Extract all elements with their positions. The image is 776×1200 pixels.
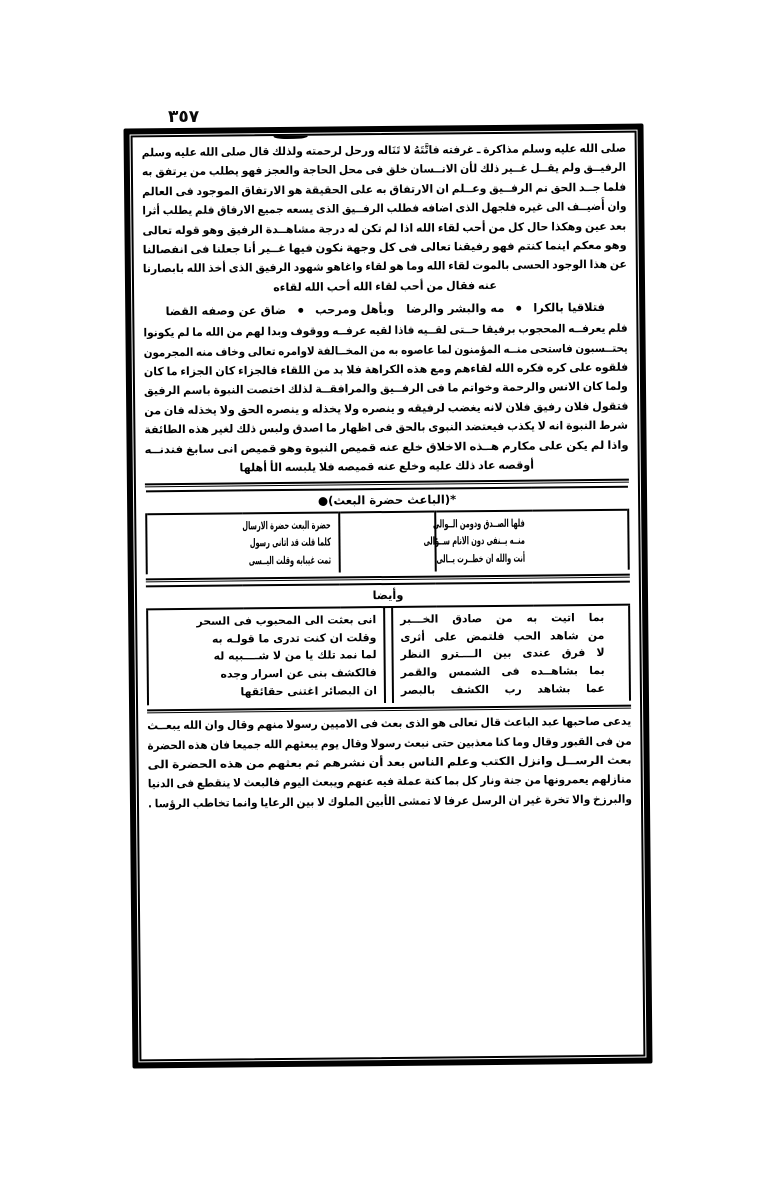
table-row <box>147 606 630 706</box>
hemistich-text: انى بعثت الى المحبوب فى السحر <box>196 613 377 629</box>
prose-line-text: بعث الرســل وانزل الكتب وعلم الناس بعد أن نشرهم ثم بعثهم من هذه الحضرة الى <box>147 753 632 772</box>
prose-line-text: عن هذا الوجود الحسى بالموت لقاء الله وما هو لقاء واغاهو شهود الرفيق الذى أخذ الله بابصارنا <box>142 258 627 276</box>
hemistich-text: ثمت غيبابه وقلت اليــسى <box>249 553 332 568</box>
prose-line-text: وهو معكم اينما كنتم فهو رفيقنا تعالى فى كل وجهة نكون فيها غــير أنا جعلنا فى انفصالنا <box>142 238 627 257</box>
table-one-title: *(الباعث حضرة البعث)● <box>317 491 457 508</box>
frame-inner-rule <box>131 131 646 1062</box>
prose-line-text: واذا لم يكن على مكارم هــذه الاخلاق خلع عنه قميص النبوة وهو قميص انى سابغ فندنــه <box>144 438 629 457</box>
prose-block-three <box>147 712 632 814</box>
hemistich-cell-left <box>423 510 532 572</box>
poetry-table-one <box>145 485 630 574</box>
prose-block-two <box>143 319 628 479</box>
hemistich-text: لا فرق عندى بين الــــترو النظر <box>400 646 605 662</box>
divider-row <box>146 582 630 610</box>
prose-line-last: عنه فقال من أحب لقاء الله أحب الله لقاءه <box>273 278 497 294</box>
hemistich-text: من شاهد الحب فلتمض على أثرى <box>400 628 605 644</box>
hemistich-text: عما بشاهد رب الكشف بالبصر <box>400 681 605 697</box>
hemistich-cell-right <box>243 512 340 574</box>
hemistich-cell-left <box>392 606 612 703</box>
poetry-table-two <box>146 606 631 706</box>
page-content <box>133 133 644 1060</box>
prose-line-text: منازلهم يعمرونها من جنة ونار كل بما كنة عملة فيه عنهم ويبعث اليوم فالبعث لا ينقطع فى الدنيا <box>147 773 632 791</box>
prose-line-text: يدعى صاحبها عبد الباعث قال تعالى هو الذى بعث فى الاميين رسولا منهم وقال وان الله يبعــث <box>147 714 632 733</box>
column-separator <box>339 511 436 573</box>
prose-line-text: الرفيــق ولم يقــل غــير ذلك لأن الانــسان خلق فى محل الحاجة والعجز فهو يطلب من يرتفق به <box>141 161 626 179</box>
hemistich-text: كلما قلت قد اتانى رسول <box>250 535 332 550</box>
column-separator <box>384 608 393 703</box>
verse-hemistich-left: وبأهل ومرحب <box>315 302 395 317</box>
divider-label: وأيضا <box>372 588 404 603</box>
verse-couplet <box>143 296 627 323</box>
table-row <box>146 509 629 574</box>
rail-right <box>146 513 243 575</box>
prose-line-text: شرط النبوة انه لا يكذب فيعتضد النبوى بالحق فى اظهار ما اصدق ولبس ذلك لغير هذه الطائفة <box>144 418 629 437</box>
prose-block-one <box>142 139 627 299</box>
hemistich-text: منــه يــنفى دون الانام ســؤالى <box>423 533 526 548</box>
page-number: ٣٥٧ <box>168 107 200 127</box>
hemistich-text: ان البصائر اغتنى حقائقها <box>240 683 377 699</box>
rail-right <box>147 610 166 705</box>
prose-line-text: فلما جــد الحق نم الرفــيق وعــلم ان الارتفاق به على الحقيقة هو الارتفاق الموجود فى العالم <box>142 180 627 199</box>
prose-line-text: فتقول فلان رفيق فلان لانه يغضب لرفيقه و ينصره ولا يخذله و ينصره الحق ولا يخذله فان من <box>144 399 629 418</box>
prose-line-text: من فى القبور وقال وما كنا معذبين حتى نبعث رسولا وقال يوم يبعثهم الله جميعا فان هذه الحضرة <box>147 734 632 752</box>
prose-line-text: صلى الله عليه وسلم مذاكرة ـ غرفته فاتَّتَهُ لا تَنَاله ورحل لرحمته ولذلك قال صلى الله عليه وسلم <box>141 141 626 160</box>
verse-hemistich-far: ضاق عن وصفه القضا <box>165 303 287 319</box>
hemistich-cell-right <box>165 608 385 705</box>
hemistich-text: بما اتيت به من صادق الخـــبر <box>400 611 605 627</box>
prose-line-text: ولما كان الانس والرحمة وخواتم ما فى الرفــيق والمرافقــة لذلك اختصت النبوة باسم الرفيق <box>144 380 629 398</box>
prose-line-last: أوقصه عاد ذلك عليه وخلع عنه قميصه فلا يلبسه الأ أهلها <box>239 458 535 475</box>
prose-line-text: يحتــسبون فاستحى منــه المؤمنون لما عاصوه به من المخــالفة لاوامره تعالى وخاف منه المجرمون <box>143 341 628 359</box>
prose-line-text: فلقوه على كره فكره الله لقاءهم ومع هذه الكراهة فلا بد من اللقاء فالجزاء كان الجزاء ما كان <box>143 360 628 379</box>
rail-left <box>532 509 629 571</box>
hemistich-text: حضرة البعث حضرة الارسال <box>242 518 332 532</box>
verse-hemistich-right: فتلاقيا بالكرا <box>533 300 605 315</box>
prose-line-text: وان أُضيــف الى غيره فلجهل الذى اضافه فطلب الرفــيق الذى يسعه جميع الارفاق فلم يطلب أثرا <box>142 199 627 218</box>
hemistich-text: لما نمد تلك يا من لا شــــبيه له <box>213 648 377 664</box>
hemistich-text: فالكشف بنى عن اسرار وجده <box>220 666 377 681</box>
verse-hemistich-mid: مه والبشر والرضا <box>406 301 505 317</box>
page-frame <box>124 124 653 1069</box>
hemistich-text: بما بشاهــده فى الشمس والقمر <box>400 663 605 679</box>
prose-line-text: فلم يعرفــه المحجوب برفيقا حــتى لقــيه فاذا لقيه عرفــه ووقوف وبدا لهم من الله ما لم يكونوا <box>143 321 628 340</box>
hemistich-text: أنت والله ان خطــرت يــالى <box>436 551 526 566</box>
bullet-separator-icon <box>516 305 521 310</box>
prose-line-text: بعد عين وهكذا حال كل من أحب لقاء الله اذا لم تكن له درجة مشاهــدة الرفيق وهو قوله تعالى <box>142 219 627 237</box>
prose-line-text: والبرزخ والا تخرة غير ان الرسل عرفا لا تمشى الأبين الملوك لا بين الرعايا وانما تخاطب الرؤسا . <box>147 792 633 811</box>
hemistich-text: وقلت ان كنت تدرى ما قولـه به <box>211 630 377 646</box>
rail-left <box>611 606 630 701</box>
bullet-separator-icon <box>298 308 303 313</box>
prose-line <box>148 790 632 814</box>
hemistich-text: فلها الصــدق ودومن الــوالى <box>433 516 525 531</box>
